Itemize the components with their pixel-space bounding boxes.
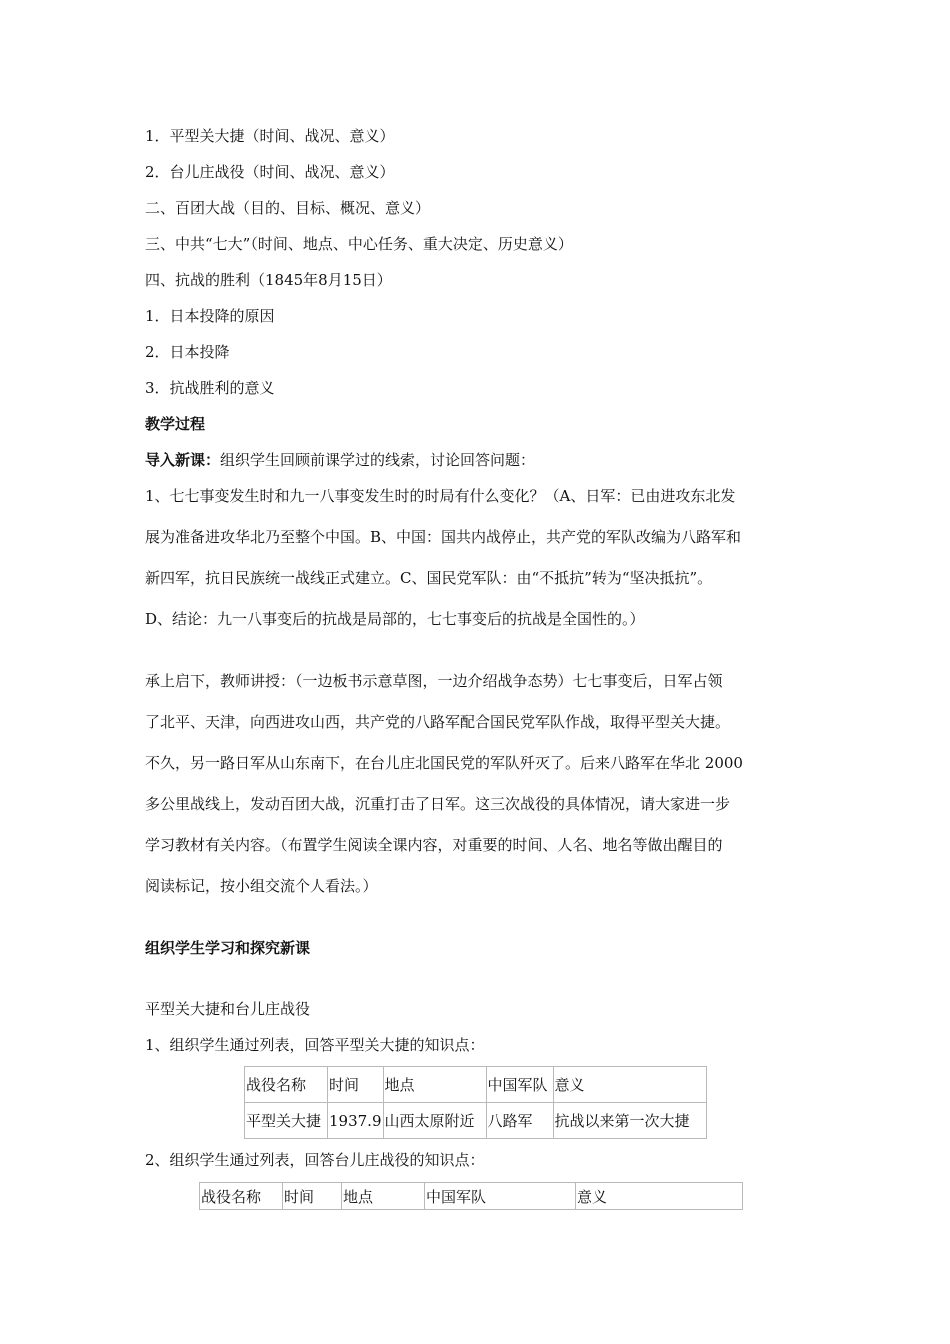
table-header-cell: 意义 [553, 1067, 706, 1103]
outline-item: 2．日本投降 [145, 343, 230, 361]
table-cell: 八路军 [486, 1103, 553, 1139]
table-header-cell: 战役名称 [245, 1067, 328, 1103]
question1-line: 展为准备进攻华北乃至整个中国。B、中国：国共内战停止，共产党的军队改编为八路军和 [145, 528, 742, 546]
table-header-cell: 地点 [342, 1183, 425, 1210]
table-row [245, 1103, 707, 1139]
transition-line: 承上启下，教师讲授：（一边板书示意草图，一边介绍战争态势）七七事变后，日军占领 [145, 672, 723, 690]
table-header-cell: 中国军队 [425, 1183, 576, 1210]
table-cell: 平型关大捷 [245, 1103, 328, 1139]
transition-line: 阅读标记，按小组交流个人看法。） [145, 877, 378, 895]
intro-label: 导入新课： [145, 451, 221, 469]
outline-item: 1．平型关大捷（时间、战况、意义） [145, 127, 395, 145]
table-header-cell: 时间 [283, 1183, 342, 1210]
table-cell: 1937.9 [328, 1103, 384, 1139]
transition-line: 不久，另一路日军从山东南下，在台儿庄北国民党的军队歼灭了。后来八路军在华北 2000 [145, 754, 743, 772]
question1-line: 1、七七事变发生时和九一八事变发生时的时局有什么变化？（A、日军：已由进攻东北发 [145, 487, 736, 505]
table-cell: 山西太原附近 [383, 1103, 486, 1139]
table-header-row [245, 1067, 707, 1103]
question1-line: D、结论：九一八事变后的抗战是局部的，七七事变后的抗战是全国性的。） [145, 610, 645, 628]
table-cell: 抗战以来第一次大捷 [553, 1103, 706, 1139]
transition-line: 学习教材有关内容。（布置学生阅读全课内容，对重要的时间、人名、地名等做出醒目的 [145, 836, 723, 854]
teaching-process-heading: 教学过程 [145, 415, 206, 433]
outline-item: 二、百团大战（目的、目标、概况、意义） [145, 199, 431, 217]
intro-line [145, 450, 535, 470]
table-taierzhuang [199, 1182, 743, 1210]
task1-text: 1、组织学生通过列表，回答平型关大捷的知识点： [145, 1036, 485, 1054]
table-header-row [200, 1183, 743, 1210]
outline-item: 3．抗战胜利的意义 [145, 379, 275, 397]
section-heading: 组织学生学习和探究新课 [145, 939, 311, 957]
table-header-cell: 时间 [328, 1067, 384, 1103]
table-pingxingguan [244, 1066, 707, 1139]
subsection-title: 平型关大捷和台儿庄战役 [145, 1000, 311, 1018]
transition-line: 了北平、天津，向西进攻山西，共产党的八路军配合国民党军队作战，取得平型关大捷。 [145, 713, 731, 731]
table-header-cell: 战役名称 [200, 1183, 283, 1210]
outline-item: 三、中共“七大”（时间、地点、中心任务、重大决定、历史意义） [145, 235, 573, 253]
outline-item: 2．台儿庄战役（时间、战况、意义） [145, 163, 395, 181]
question1-line: 新四军，抗日民族统一战线正式建立。C、国民党军队：由“不抵抗”转为“坚决抵抗”。 [145, 569, 713, 587]
intro-text: 组织学生回顾前课学过的线索，讨论回答问题： [220, 451, 536, 469]
outline-item: 1．日本投降的原因 [145, 307, 275, 325]
table-header-cell: 地点 [383, 1067, 486, 1103]
table-header-cell: 中国军队 [486, 1067, 553, 1103]
task2-text: 2、组织学生通过列表，回答台儿庄战役的知识点： [145, 1151, 485, 1169]
transition-line: 多公里战线上，发动百团大战，沉重打击了日军。这三次战役的具体情况，请大家进一步 [145, 795, 731, 813]
table-header-cell: 意义 [576, 1183, 743, 1210]
outline-item: 四、抗战的胜利（1845年8月15日） [145, 271, 392, 289]
